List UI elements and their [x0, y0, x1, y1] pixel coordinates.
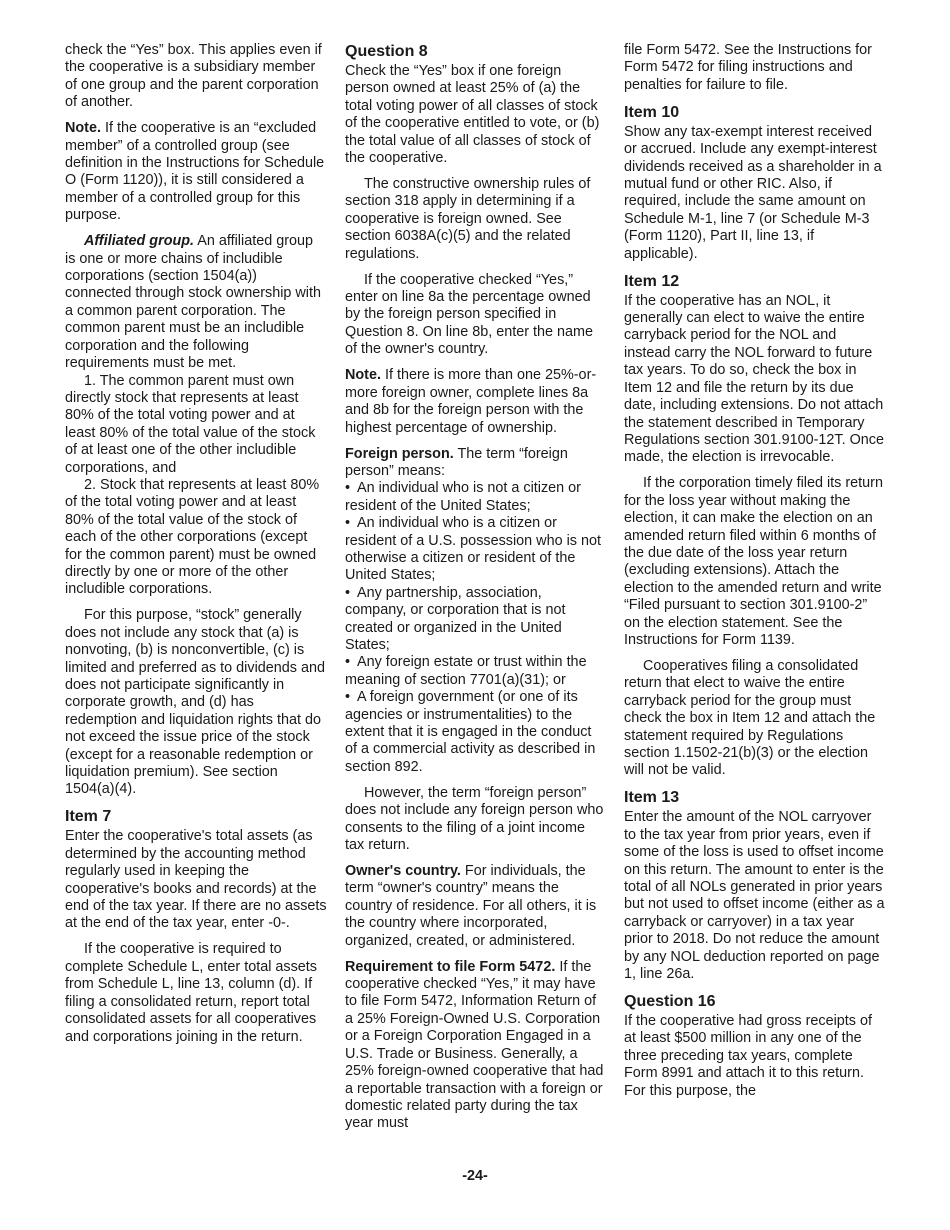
- stock-definition-paragraph: For this purpose, “stock” generally does not include any stock that (a) is nonvoting, (b) is nonconvertible, (c) is limited and preferred as to dividends and does not participate significantly in corporate growth, and (d) has redemption and liquidation rights that do not exceed the issue price of the stock (except for a reasonable redemption or liquidation premium). See section 1504(a)(4).: [65, 607, 325, 798]
- foreign-person-heading: Foreign person.: [345, 445, 454, 462]
- item-7-paragraph-2: If the cooperative is required to complete Schedule L, enter total assets from Schedule L, line 13, column (d). If filing a consolidated return, report total consolidated assets for all cooperatives and corporations joining in the return.: [65, 941, 317, 1045]
- paragraph: file Form 5472. See the Instructions for Form 5472 for filing instructions and penalties for failure to file.: [624, 42, 872, 93]
- form-5472-text: If the cooperative checked “Yes,” it may have to file Form 5472, Information Return of a 25% Foreign-Owned U.S. Corporation or a Foreign Corporation Engaged in a U.S. Trade or Business. Generally, a 25% foreign-owned cooperative that had a reportable transaction with a foreign or domestic related party during the tax year must: [345, 958, 604, 1132]
- item-13-heading: Item 13: [624, 789, 680, 807]
- foreign-person-list: [345, 480, 607, 776]
- list-item: [345, 480, 607, 515]
- item-12-heading: Item 12: [624, 272, 680, 290]
- note-paragraph: [65, 120, 327, 224]
- column-left: [65, 42, 327, 1055]
- affiliated-group-text: An affiliated group is one or more chains of includible corporations (section 1504(a)) connected through stock ownership with a common parent corporation. The common parent must be an includible corporation and the following requirements must be met.: [65, 233, 321, 372]
- question-8-paragraph-1: Check the “Yes” box if one foreign person owned at least 25% of (a) the total voting power of all classes of stock of the cooperative entitled to vote, or (b) the total value of all classes of stock of the cooperative.: [345, 63, 600, 167]
- bullet-icon: •: [345, 480, 351, 497]
- form-5472-paragraph: [345, 959, 607, 1133]
- foreign-person-paragraph: [345, 446, 607, 481]
- question-16-heading: Question 16: [624, 993, 716, 1011]
- page-number: -24-: [462, 1168, 488, 1184]
- owners-country-heading: Owner's country.: [345, 863, 461, 880]
- list-item-text: Any foreign estate or trust within the meaning of section 7701(a)(31); or: [345, 654, 587, 688]
- affiliated-group-heading: Affiliated group.: [84, 233, 195, 250]
- item-12-paragraph-1: If the cooperative has an NOL, it generally can elect to waive the entire carryback period for the NOL and instead carry the NOL forward to future tax years. To do so, check the box in Item 12 and file the return by its due date, including extensions. Do not attach the statement described in Temporary Regulations section 301.9100-12T. Once made, the election is irrevocable.: [624, 292, 885, 466]
- list-item-text: An individual who is not a citizen or resident of the United States;: [345, 480, 581, 514]
- bullet-icon: •: [345, 515, 351, 532]
- requirement-2: 2. Stock that represents at least 80% of the total voting power and at least 80% of the total value of the stock of each of the other corporations (except for the common parent) must be owned directly by one or more of the other includible corporations.: [65, 476, 320, 598]
- note-paragraph: [345, 367, 607, 437]
- paragraph: check the “Yes” box. This applies even if the cooperative is a subsidiary member of one group and the parent corporation of another.: [65, 42, 322, 111]
- list-item: [345, 515, 607, 585]
- item-7-paragraph-1: Enter the cooperative's total assets (as determined by the accounting method regularly used in keeping the cooperative's books and records) at the end of the tax year. If there are no assets at the end of the tax year, enter -0-.: [65, 828, 327, 932]
- list-item-text: Any partnership, association, company, or corporation that is not created or organized in the United States;: [345, 584, 566, 653]
- item-13-paragraph: Enter the amount of the NOL carryover to the tax year from prior years, even if some of the loss is used to offset income on this return. The amount to enter is the total of all NOLs generated in prior years but not used to offset income (either as a carryback or carryover) in a tax year prior to 2018. Do not reduce the amount by any NOL deduction reported on page 1, line 26a.: [624, 809, 885, 983]
- foreign-person-text: The term “foreign person” means:: [345, 445, 568, 479]
- form-5472-heading: Requirement to file Form 5472.: [345, 958, 556, 975]
- question-8-heading: Question 8: [345, 43, 428, 60]
- bullet-icon: •: [345, 654, 351, 671]
- column-right: [624, 42, 886, 1100]
- item-7-heading: Item 7: [65, 808, 112, 826]
- question-8-paragraph-3: If the cooperative checked “Yes,” enter on line 8a the percentage owned by the foreign person specified in Question 8. On line 8b, enter the name of the owner's country.: [345, 271, 593, 358]
- item-10-paragraph: Show any tax-exempt interest received or accrued. Include any exempt-interest dividends received as a shareholder in a mutual fund or other RIC. Also, if required, include the same amount on Schedule M-1, line 7 (or Schedule M-3 (Form 1120), Part II, line 13, if applicable).: [624, 123, 882, 262]
- list-item: [345, 654, 607, 689]
- list-item: [345, 585, 607, 655]
- note-run-in-heading: Note.: [345, 367, 381, 384]
- affiliated-group-paragraph: [65, 233, 327, 372]
- owners-country-paragraph: [345, 863, 607, 950]
- item-12-paragraph-2: If the corporation timely filed its return for the loss year without making the election, it can make the election on an amended return filed within 6 months of the due date of the loss year return (excluding extensions). Attach the election to the amended return and write “Filed pursuant to section 301.9100-2” on the election statement. See the Instructions for Form 1139.: [624, 475, 883, 648]
- bullet-icon: •: [345, 584, 351, 601]
- list-item-text: An individual who is a citizen or resident of a U.S. possession who is not otherwise a citizen or resident of the United States;: [345, 515, 601, 584]
- owners-country-text: For individuals, the term “owner's country” means the country of residence. For all others, it is the country where incorporated, organized, created, or administered.: [345, 863, 597, 949]
- item-12-paragraph-3: Cooperatives filing a consolidated return that elect to waive the entire carryback period for the group must check the box in Item 12 and attach the statement required by Regulations section 1.1502-21(b)(3) or the election will not be valid.: [624, 657, 876, 779]
- item-10-heading: Item 10: [624, 103, 680, 121]
- note-run-in-heading: Note.: [65, 120, 101, 137]
- bullet-icon: •: [345, 689, 351, 706]
- question-16-paragraph: If the cooperative had gross receipts of at least $500 million in any one of the three preceding tax years, complete Form 8991 and attach it to this return. For this purpose, the: [624, 1013, 872, 1099]
- requirement-1: 1. The common parent must own directly stock that represents at least 80% of the total voting power and at least 80% of the total value of the stock of at least one of the other includible corporations, and: [65, 372, 316, 476]
- however-paragraph: However, the term “foreign person” does not include any foreign person who consents to the filing of a joint income tax return.: [345, 784, 604, 854]
- column-middle: [345, 42, 607, 1133]
- note-text: If there is more than one 25%-or-more foreign owner, complete lines 8a and 8b for the foreign person with the highest percentage of ownership.: [345, 367, 597, 436]
- question-8-paragraph-2: The constructive ownership rules of section 318 apply in determining if a cooperative is foreign owned. See section 6038A(c)(5) and the related regulations.: [345, 176, 591, 262]
- list-item: [345, 689, 607, 776]
- note-text: If the cooperative is an “excluded member” of a controlled group (see definition in the Instructions for Schedule O (Form 1120)), it is still considered a member of a controlled group for this purpose.: [65, 120, 325, 224]
- list-item-text: A foreign government (or one of its agencies or instrumentalities) to the extent that it is engaged in the conduct of a commercial activity as described in section 892.: [345, 689, 596, 775]
